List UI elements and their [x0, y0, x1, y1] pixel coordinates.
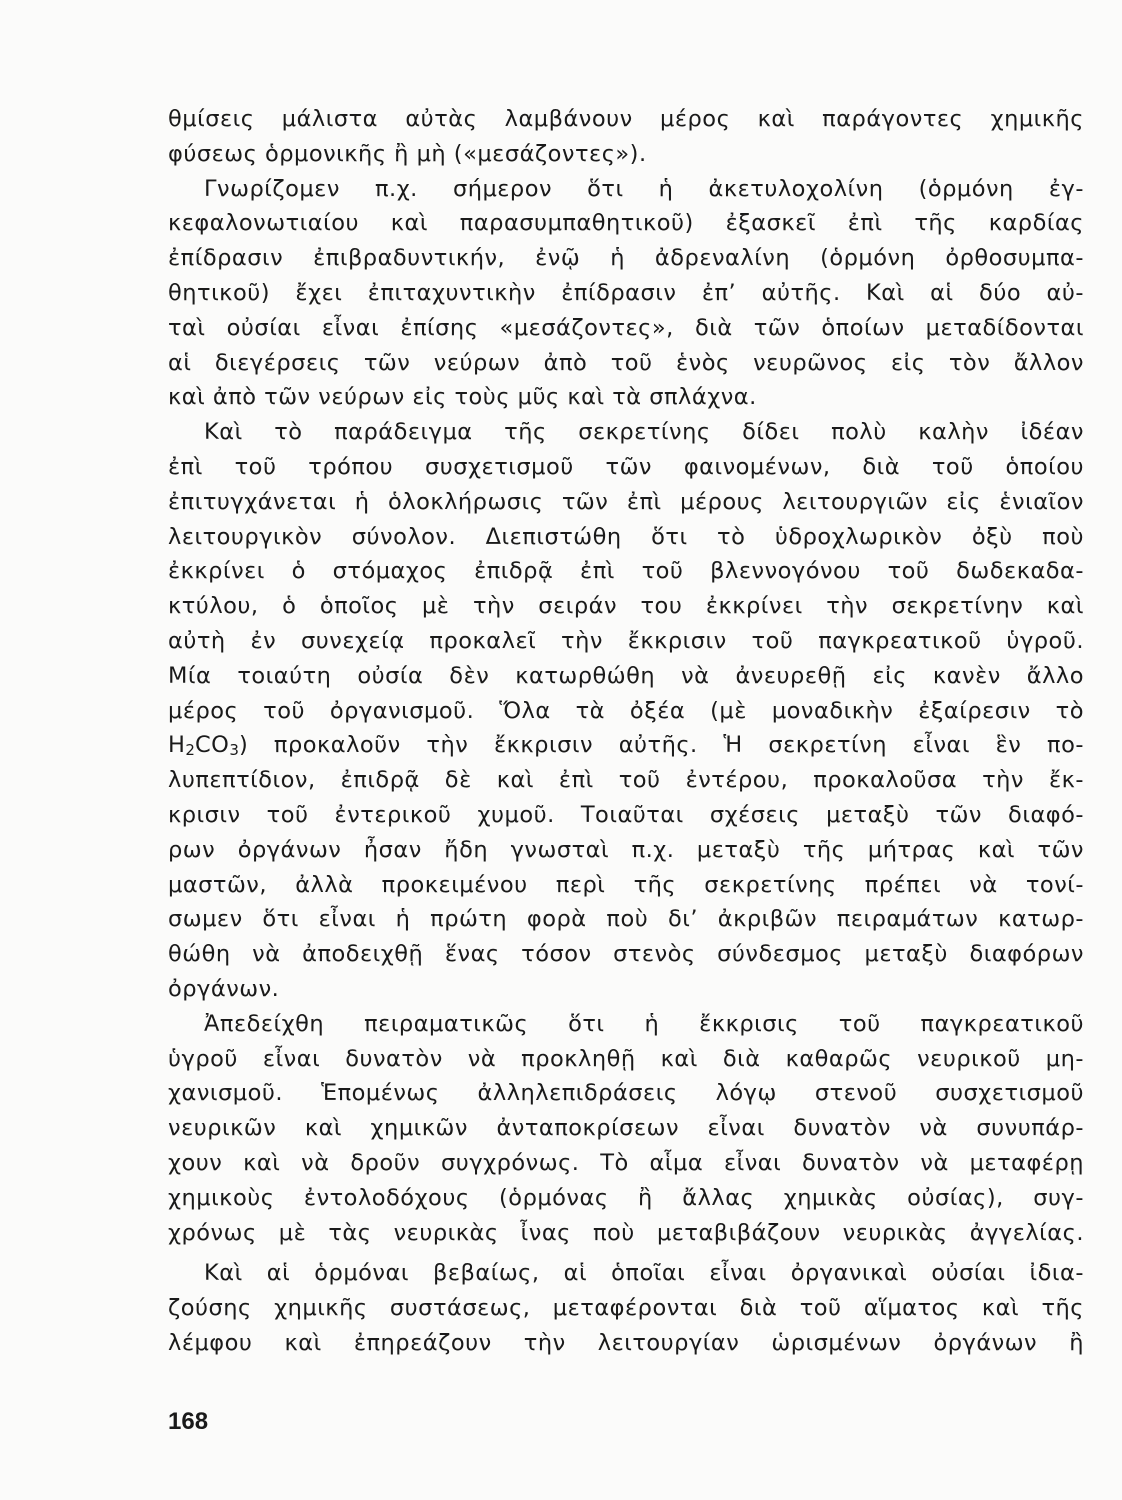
text-line: καὶ ἀπὸ τῶν νεύρων εἰς τοὺς μῦς καὶ τὰ σπλάχνα.: [168, 384, 757, 411]
text-line: ρων ὀργάνων ἦσαν ἤδη γνωσταὶ π.χ. μεταξὺ τῆς μήτρας καὶ τῶν: [168, 836, 1084, 863]
paragraph-start-line: Ἀπεδείχθη πειραματικῶς ὅτι ἡ ἔκκρισις τοῦ παγκρεατικοῦ: [204, 1010, 1084, 1037]
formula-subscript: 3: [229, 741, 239, 760]
text-line: κτύλου, ὁ ὁποῖος μὲ τὴν σειράν του ἐκκρίνει τὴν σεκρετίνην καὶ: [168, 593, 1084, 620]
text-line: κεφαλονωτιαίου καὶ παρασυμπαθητικοῦ) ἐξασκεῖ ἐπὶ τῆς καρδίας: [168, 210, 1084, 237]
text-line: θώθη νὰ ἀποδειχθῇ ἕνας τόσον στενὸς σύνδεσμος μεταξὺ διαφόρων: [168, 941, 1084, 968]
paragraph-start-line: Καὶ τὸ παράδειγμα τῆς σεκρετίνης δίδει πολὺ καλὴν ἰδέαν: [204, 419, 1084, 446]
text-line: σωμεν ὅτι εἶναι ἡ πρώτη φορὰ ποὺ δι’ ἀκριβῶν πειραμάτων κατωρ-: [168, 906, 1084, 933]
text-line: αἱ διεγέρσεις τῶν νεύρων ἀπὸ τοῦ ἑνὸς νευρῶνος εἰς τὸν ἄλλον: [168, 349, 1084, 376]
text-line: κρισιν τοῦ ἐντερικοῦ χυμοῦ. Τοιαῦται σχέσεις μεταξὺ τῶν διαφό-: [168, 801, 1084, 828]
text-line: μέρος τοῦ ὀργανισμοῦ. Ὅλα τὰ ὀξέα (μὲ μοναδικὴν ἐξαίρεσιν τὸ: [168, 697, 1084, 724]
text-line: χανισμοῦ. Ἑπομένως ἀλληλεπιδράσεις λόγῳ στενοῦ συσχετισμοῦ: [168, 1080, 1084, 1107]
text-line: Μία τοιαύτη οὐσία δὲν κατωρθώθη νὰ ἀνευρεθῇ εἰς κανὲν ἄλλο: [168, 662, 1084, 689]
text-line: αὐτὴ ἐν συνεχείᾳ προκαλεῖ τὴν ἔκκρισιν τοῦ παγκρεατικοῦ ὑγροῦ.: [168, 627, 1084, 654]
text-line: ταὶ οὐσίαι εἶναι ἐπίσης «μεσάζοντες», διὰ τῶν ὁποίων μεταδίδονται: [168, 314, 1084, 341]
text-line: χρόνως μὲ τὰς νευρικὰς ἶνας ποὺ μεταβιβάζουν νευρικὰς ἀγγελίας.: [168, 1219, 1084, 1246]
text-line: λειτουργικὸν σύνολον. Διεπιστώθη ὅτι τὸ ὑδροχλωρικὸν ὀξὺ ποὺ: [168, 523, 1084, 550]
text-line: θμίσεις μάλιστα αὐτὰς λαμβάνουν μέρος καὶ παράγοντες χημικῆς: [168, 106, 1084, 132]
formula-part: CO: [194, 732, 230, 759]
page-number: 168: [168, 1408, 209, 1435]
text-line: μαστῶν, ἀλλὰ προκειμένου περὶ τῆς σεκρετίνης πρέπει νὰ τονί-: [168, 871, 1084, 898]
formula-subscript: 2: [185, 741, 195, 760]
text-line: φύσεως ὁρμονικῆς ἢ μὴ («μεσάζοντες»).: [168, 140, 647, 167]
text-line: ὑγροῦ εἶναι δυνατὸν νὰ προκληθῇ καὶ διὰ καθαρῶς νευρικοῦ μη-: [168, 1045, 1084, 1072]
text-line: χημικοὺς ἐντολοδόχους (ὁρμόνας ἢ ἄλλας χημικὰς οὐσίας), συγ-: [168, 1184, 1084, 1211]
paragraph-start-line: Γνωρίζομεν π.χ. σήμερον ὅτι ἡ ἀκετυλοχολίνη (ὁρμόνη ἐγ-: [204, 175, 1084, 202]
text-line: χουν καὶ νὰ δροῦν συγχρόνως. Τὸ αἷμα εἶναι δυνατὸν νὰ μεταφέρῃ: [168, 1149, 1084, 1176]
formula-part: H: [168, 732, 186, 759]
text-line: ἐπὶ τοῦ τρόπου συσχετισμοῦ τῶν φαινομένων, διὰ τοῦ ὁποίου: [168, 453, 1084, 480]
text-line: ἐπίδρασιν ἐπιβραδυντικήν, ἐνῷ ἡ ἀδρεναλίνη (ὁρμόνη ὀρθοσυμπα-: [168, 245, 1084, 272]
paragraph-start-line: Καὶ αἱ ὁρμόναι βεβαίως, αἱ ὁποῖαι εἶναι ὀργανικαὶ οὐσίαι ἰδια-: [204, 1260, 1084, 1287]
body-text: [168, 102, 1084, 1361]
text-line: θητικοῦ) ἔχει ἐπιταχυντικὴν ἐπίδρασιν ἐπ’ αὐτῆς. Καὶ αἱ δύο αὐ-: [168, 279, 1084, 306]
text-line: λυπεπτίδιον, ἐπιδρᾷ δὲ καὶ ἐπὶ τοῦ ἐντέρου, προκαλοῦσα τὴν ἔκ-: [168, 767, 1084, 794]
text-line: λέμφου καὶ ἐπηρεάζουν τὴν λειτουργίαν ὡρισμένων ὀργάνων ἢ: [168, 1329, 1084, 1356]
text-line: ζούσης χημικῆς συστάσεως, μεταφέρονται διὰ τοῦ αἵματος καὶ τῆς: [168, 1295, 1084, 1322]
chemical-formula-line: $H_2CO_3$) προκαλοῦν τὴν ἔκκρισιν αὐτῆς. Ἡ σεκρετίνη εἶναι ἓν πο-: [168, 732, 1084, 760]
text-line: ἐπιτυγχάνεται ἡ ὁλοκλήρωσις τῶν ἐπὶ μέρους λειτουργιῶν εἰς ἑνιαῖον: [168, 488, 1084, 515]
text-line: νευρικῶν καὶ χημικῶν ἀνταποκρίσεων εἶναι δυνατὸν νὰ συνυπάρ-: [168, 1115, 1084, 1142]
text-line: ὀργάνων.: [168, 975, 280, 1002]
text-line: ἐκκρίνει ὁ στόμαχος ἐπιδρᾷ ἐπὶ τοῦ βλεννογόνου τοῦ δωδεκαδα-: [168, 558, 1084, 585]
